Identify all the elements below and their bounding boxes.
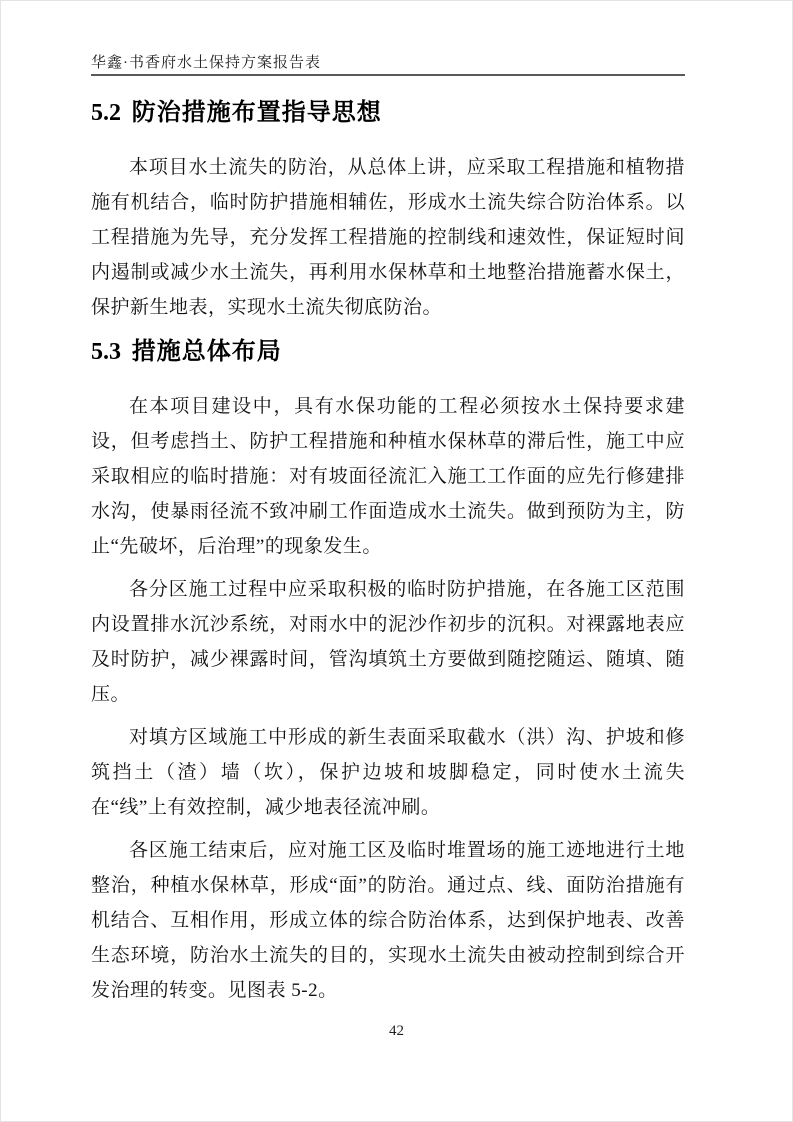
paragraph-5-3-1: 在本项目建设中，具有水保功能的工程必须按水土保持要求建设，但考虑挡土、防护工程措施和种植水保林草的滞后性，施工中应采取相应的临时措施：对有坡面径流汇入施工工作面的应先行修建排水沟，使暴雨径流不致冲刷工作面造成水土流失。做到预防为主，防止“先破坏，后治理”的现象发生。: [91, 396, 685, 557]
running-header: [91, 1, 685, 76]
section-title-5-3: 措施总体布局: [131, 338, 282, 365]
paragraph-5-2-1: 本项目水土流失的防治，从总体上讲，应采取工程措施和植物措施有机结合，临时防护措施相辅佐，形成水土流失综合防治体系。以工程措施为先导，充分发挥工程措施的控制线和速效性，保证短时间内遏制或减少水土流失，再利用水保林草和土地整治措施蓄水保土，保护新生地表，实现水土流失彻底防治。: [91, 157, 685, 318]
section-number-5-2: 5.2: [91, 100, 121, 126]
section-heading-5-3: [91, 337, 685, 367]
page-content: [1, 1, 792, 1008]
section-number-5-3: 5.3: [91, 339, 121, 365]
page-footer: [1, 1023, 792, 1040]
section-title-5-2: 防治措施布置指导思想: [131, 99, 382, 126]
page-number: 42: [389, 1023, 404, 1039]
section-heading-5-2: [91, 98, 685, 128]
paragraph-5-3-2: 各分区施工过程中应采取积极的临时防护措施，在各施工区范围内设置排水沉沙系统，对雨水中的泥沙作初步的沉积。对裸露地表应及时防护，减少裸露时间，管沟填筑土方要做到随挖随运、随填、随压。: [91, 579, 685, 705]
paragraph-5-3-4: 各区施工结束后，应对施工区及临时堆置场的施工迹地进行土地整治，种植水保林草，形成“面”的防治。通过点、线、面防治措施有机结合、互相作用，形成立体的综合防治体系，达到保护地表、改善生态环境，防治水土流失的目的，实现水土流失由被动控制到综合开发治理的转变。见图表 5-2。: [91, 840, 685, 1001]
running-header-title: 华鑫·书香府水土保持方案报告表: [91, 55, 321, 71]
paragraph-5-3-3: 对填方区域施工中形成的新生表面采取截水（洪）沟、护坡和修筑挡土（渣）墙（坎），保护边坡和坡脚稳定，同时使水土流失在“线”上有效控制，减少地表径流冲刷。: [91, 727, 685, 818]
